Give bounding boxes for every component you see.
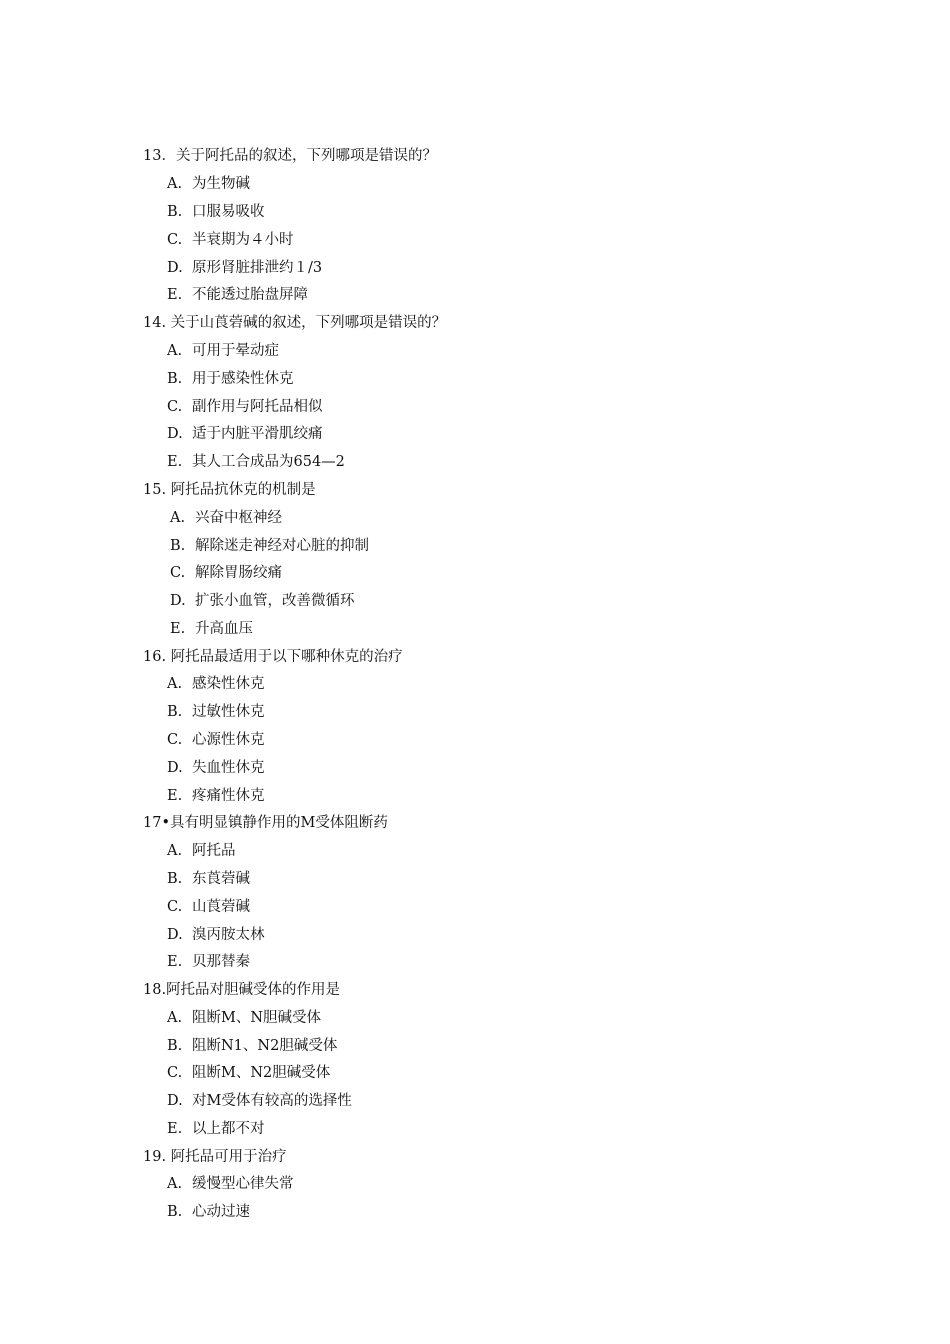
question-17-option-e [167,952,250,972]
option-letter: C. [167,232,183,248]
option-letter: C. [170,565,186,581]
question-15-option-a [170,508,282,528]
question-15-option-d [170,591,355,611]
option-text: 感染性休克 [192,676,265,692]
option-letter: B. [167,871,183,887]
option-letter: E. [167,454,183,470]
option-text: 为生物碱 [192,176,250,192]
option-text: 对M受体有较高的选择性 [192,1093,352,1109]
option-text: 贝那替秦 [192,954,250,970]
question-15-option-e [170,619,253,639]
option-letter: D. [167,426,183,442]
question-15-option-c [170,563,282,583]
option-letter: B. [167,371,183,387]
question-17-stem: 17•具有明显镇静作用的M受体阻断药 [143,815,388,831]
option-text: 副作用与阿托品相似 [192,399,323,415]
question-16-option-e [167,786,265,806]
question-17-option-c [167,897,250,917]
question-18-option-d [167,1091,352,1111]
question-13-option-c [167,230,294,250]
question-18-option-c [167,1063,330,1083]
option-text: 山莨菪碱 [192,899,250,915]
option-text: 适于内脏平滑肌绞痛 [192,426,323,442]
option-text: 阻断M、N2胆碱受体 [192,1065,331,1081]
option-text: 兴奋中枢神经 [195,510,282,526]
question-16-option-b [167,702,265,722]
question-13-option-a [167,174,250,194]
option-text: 其人工合成品为654—2 [192,454,345,470]
option-text: 解除胃肠绞痛 [195,565,282,581]
option-letter: C. [167,399,183,415]
question-14-stem: 14. 关于山莨菪碱的叙述，下列哪项是错误的？ [143,315,447,331]
option-text: 阻断N1、N2胆碱受体 [192,1038,338,1054]
question-17-option-d [167,925,265,945]
option-letter: E. [167,287,183,303]
option-text: 口服易吸收 [192,204,265,220]
question-16-option-c [167,730,265,750]
question-16-option-d [167,758,265,778]
option-letter: D. [167,260,183,276]
option-letter: D. [167,927,183,943]
option-text: 心源性休克 [192,732,265,748]
question-17-option-a [167,841,236,861]
option-letter: A. [167,1010,183,1026]
question-15-option-b [170,536,369,556]
option-text: 用于感染性休克 [192,371,294,387]
option-letter: B. [167,1038,183,1054]
option-text: 失血性休克 [192,760,265,776]
option-text: 阻断M、N胆碱受体 [192,1010,322,1026]
option-text: 疼痛性休克 [192,788,265,804]
question-18-stem: 18.阿托品对胆碱受体的作用是 [143,982,341,998]
option-letter: E. [167,1121,183,1137]
option-letter: E. [167,788,183,804]
question-13-option-b [167,202,265,222]
option-letter: C. [167,732,183,748]
option-text: 半衰期为４小时 [192,232,294,248]
option-letter: A. [170,510,186,526]
question-16-stem: 16. 阿托品最适用于以下哪种休克的治疗 [143,649,403,665]
option-text: 以上都不对 [192,1121,265,1137]
option-text: 解除迷走神经对心脏的抑制 [195,538,369,554]
question-16-option-a [167,674,265,694]
option-letter: D. [167,1093,183,1109]
option-text: 升高血压 [195,621,253,637]
question-14-option-b [167,369,294,389]
question-13-option-d [167,258,322,278]
question-18-option-e [167,1119,265,1139]
option-letter: D. [167,760,183,776]
option-letter: A. [167,343,183,359]
option-letter: C. [167,1065,183,1081]
option-text: 溴丙胺太林 [192,927,265,943]
option-text: 东莨菪碱 [192,871,250,887]
option-text: 不能透过胎盘屏障 [192,287,308,303]
question-14-option-c [167,397,323,417]
option-text: 过敏性休克 [192,704,265,720]
option-letter: B. [167,704,183,720]
option-letter: B. [170,538,186,554]
option-letter: C. [167,899,183,915]
option-letter: E. [170,621,186,637]
option-letter: D. [170,593,186,609]
option-text: 可用于晕动症 [192,343,279,359]
question-19-stem: 19. 阿托品可用于治疗 [143,1149,287,1165]
option-text: 缓慢型心律失常 [192,1176,294,1192]
option-text: 心动过速 [192,1204,250,1220]
option-letter: B. [167,204,183,220]
question-15-stem: 15. 阿托品抗休克的机制是 [143,482,316,498]
option-letter: E. [167,954,183,970]
question-18-option-a [167,1008,321,1028]
option-letter: B. [167,1204,183,1220]
option-letter: A. [167,676,183,692]
question-14-option-d [167,424,323,444]
option-letter: A. [167,176,183,192]
question-14-option-e [167,452,345,472]
option-text: 原形肾脏排泄约１/3 [192,260,323,276]
question-18-option-b [167,1036,337,1056]
option-text: 扩张小血管，改善微循环 [195,593,355,609]
question-13-stem: 13．关于阿托品的叙述，下列哪项是错误的？ [143,148,437,164]
option-text: 阿托品 [192,843,236,859]
option-letter: A. [167,843,183,859]
question-13-option-e [167,285,308,305]
option-letter: A. [167,1176,183,1192]
question-14-option-a [167,341,279,361]
question-17-option-b [167,869,250,889]
question-19-option-a [167,1174,294,1194]
question-19-option-b [167,1202,250,1222]
